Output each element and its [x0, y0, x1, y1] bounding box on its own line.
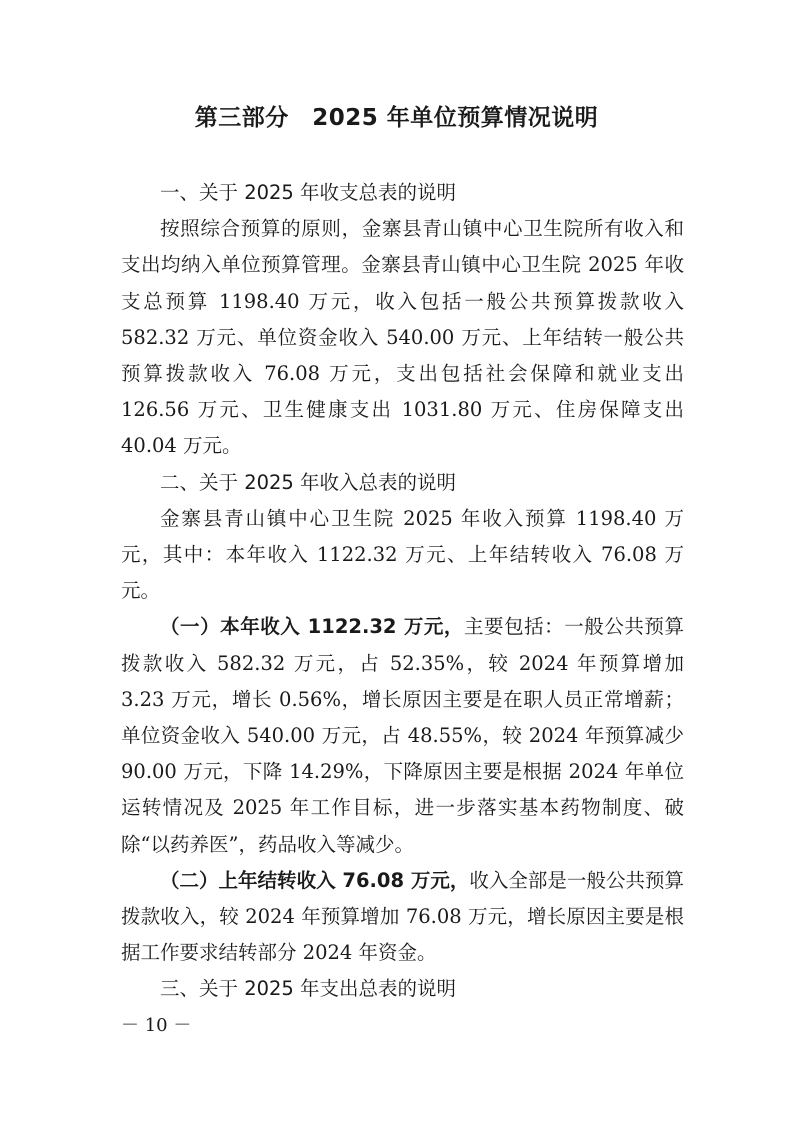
page-number: － 10 － [121, 1015, 192, 1036]
section-1-paragraph: 按照综合预算的原则，金寨县青山镇中心卫生院所有收入和支出均纳入单位预算管理。金寨县青山镇中心卫生院 2025 年收支总预算 1198.40 万元，收入包括一般公共预算拨款收入 582.32 万元、单位资金收入 540.00 万元、上年结转一般公共预算拨款收入 76.08 万元，支出包括社会保障和就业支出 126.56 万元、卫生健康支出 1031.80 万元、住房保障支出 40.04 万元。 [121, 217, 684, 458]
section-1-heading: 一、关于 2025 年收支总表的说明 [160, 181, 457, 204]
section-2-subsection-1 [121, 609, 684, 862]
subsection-2-lead: （二）上年结转收入 76.08 万元， [160, 868, 470, 892]
page-title: 第三部分 2025 年单位预算情况说明 [194, 105, 599, 131]
section-3-heading: 三、关于 2025 年支出总表的说明 [160, 977, 457, 1001]
section-2-paragraph: 金寨县青山镇中心卫生院 2025 年收入预算 1198.40 万元，其中：本年收入 1122.32 万元、上年结转收入 76.08 万元。 [121, 506, 684, 603]
section-2-subsection-2 [121, 863, 684, 972]
subsection-1-text: 主要包括：一般公共预算拨款收入 582.32 万元，占 52.35%，较 2024 年预算增加 3.23 万元，增长 0.56%，增长原因主要是在职人员正常增薪；单位资金收入 540.00 万元，占 48.55%，较 2024 年预算减少 90.00 万元，下降 14.29%，下降原因主要是根据 2024 年单位运转情况及 2025 年工作目标，进一步落实基本药物制度、破除“以药养医”，药品收入等减少。 [121, 615, 684, 856]
subsection-1-lead: （一）本年收入 1122.32 万元， [160, 615, 464, 639]
subsection-2-text: 收入全部是一般公共预算拨款收入，较 2024 年预算增加 76.08 万元，增长原因主要是根据工作要求结转部分 2024 年资金。 [121, 868, 684, 965]
section-2-heading: 二、关于 2025 年收入总表的说明 [160, 470, 457, 494]
document-body [121, 175, 684, 1008]
